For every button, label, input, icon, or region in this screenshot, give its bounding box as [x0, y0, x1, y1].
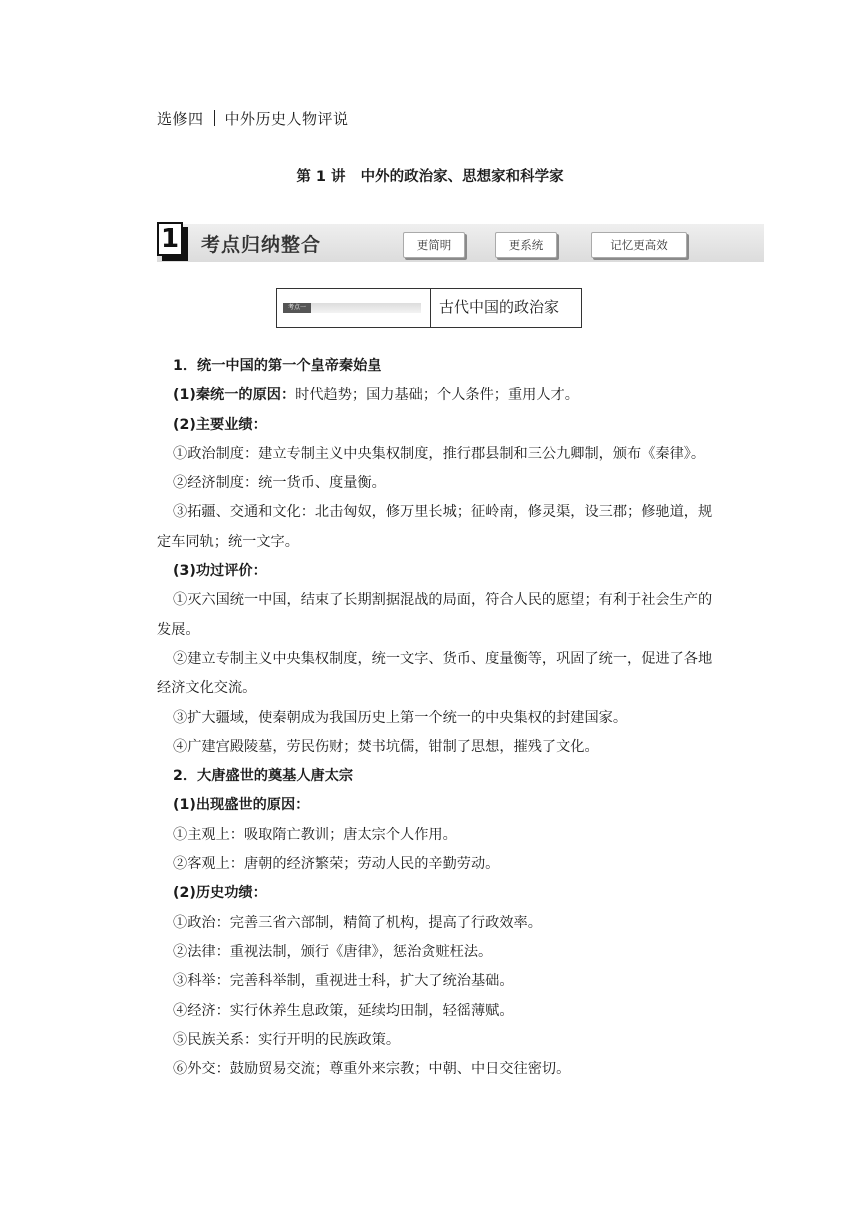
- subheading: (3)功过评价：: [173, 563, 267, 580]
- systematic-button[interactable]: 更系统: [495, 232, 557, 258]
- subheading: (2)历史功绩：: [173, 885, 267, 902]
- section-number-badge: [157, 222, 189, 262]
- section-number: 1: [157, 222, 183, 256]
- module-header: [157, 108, 349, 129]
- section-title: 考点归纳整合: [201, 234, 322, 256]
- paragraph: ④经济：实行休养生息政策，延续均田制，轻徭薄赋。: [173, 1002, 514, 1019]
- lecture-name: 中外的政治家、思想家和科学家: [360, 169, 564, 185]
- header-divider: [214, 110, 215, 126]
- topic-box: [276, 288, 582, 328]
- lecture-number: 第 1 讲: [296, 169, 346, 185]
- paragraph-continuation: 定车同轨；统一文字。: [157, 533, 299, 550]
- paragraph: ①灭六国统一中国，结束了长期割据混战的局面，符合人民的愿望；有利于社会生产的: [173, 592, 713, 609]
- topic-tag-area: [277, 289, 431, 327]
- subheading: (1)秦统一的原因：: [173, 387, 296, 404]
- lecture-title: [0, 165, 860, 186]
- paragraph: ⑥外交：鼓励贸易交流；尊重外来宗教；中朝、中日交往密切。: [173, 1061, 571, 1078]
- paragraph: ⑤民族关系：实行开明的民族政策。: [173, 1031, 401, 1048]
- memory-button[interactable]: 记忆更高效: [591, 232, 687, 258]
- paragraph: ①主观上：吸取隋亡教训；唐太宗个人作用。: [173, 826, 457, 843]
- paragraph: ③科举：完善科举制，重视进士科，扩大了统治基础。: [173, 973, 514, 990]
- paragraph: ①政治制度：建立专制主义中央集权制度，推行郡县制和三公九卿制，颁布《秦律》。: [173, 445, 706, 462]
- paragraph: ④广建宫殿陵墓，劳民伤财；焚书坑儒，钳制了思想，摧残了文化。: [173, 738, 599, 755]
- section-heading: 1．统一中国的第一个皇帝秦始皇: [173, 358, 382, 374]
- paragraph: ②经济制度：统一货币、度量衡。: [173, 475, 386, 492]
- simpler-button[interactable]: 更简明: [403, 232, 465, 258]
- topic-title: 古代中国的政治家: [439, 298, 560, 316]
- paragraph: ②客观上：唐朝的经济繁荣；劳动人民的辛勤劳动。: [173, 856, 500, 873]
- subject-name: 中外历史人物评说: [224, 110, 349, 128]
- module-name: 选修四: [157, 110, 204, 128]
- paragraph: ①政治：完善三省六部制，精简了机构，提高了行政效率。: [173, 914, 542, 931]
- paragraph: [157, 381, 737, 410]
- subheading: (2)主要业绩：: [173, 416, 267, 433]
- paragraph: ③拓疆、交通和文化：北击匈奴，修万里长城；征岭南，修灵渠，设三郡；修驰道，规: [173, 504, 713, 521]
- section-banner: [157, 224, 764, 262]
- paragraph: ②法律：重视法制，颁行《唐律》，惩治贪赃枉法。: [173, 943, 493, 960]
- text: 时代趋势；国力基础；个人条件；重用人才。: [295, 387, 579, 404]
- paragraph-continuation: 经济文化交流。: [157, 680, 257, 697]
- topic-tag: 考点一: [283, 303, 311, 313]
- paragraph: ②建立专制主义中央集权制度，统一文字、货币、度量衡等，巩固了统一，促进了各地: [173, 650, 713, 667]
- subheading: (1)出现盛世的原因：: [173, 797, 310, 814]
- paragraph: ③扩大疆域，使秦朝成为我国历史上第一个统一的中央集权的封建国家。: [173, 709, 628, 726]
- content-body: [157, 352, 737, 1084]
- paragraph-continuation: 发展。: [157, 621, 200, 638]
- section-heading: 2．大唐盛世的奠基人唐太宗: [173, 768, 354, 785]
